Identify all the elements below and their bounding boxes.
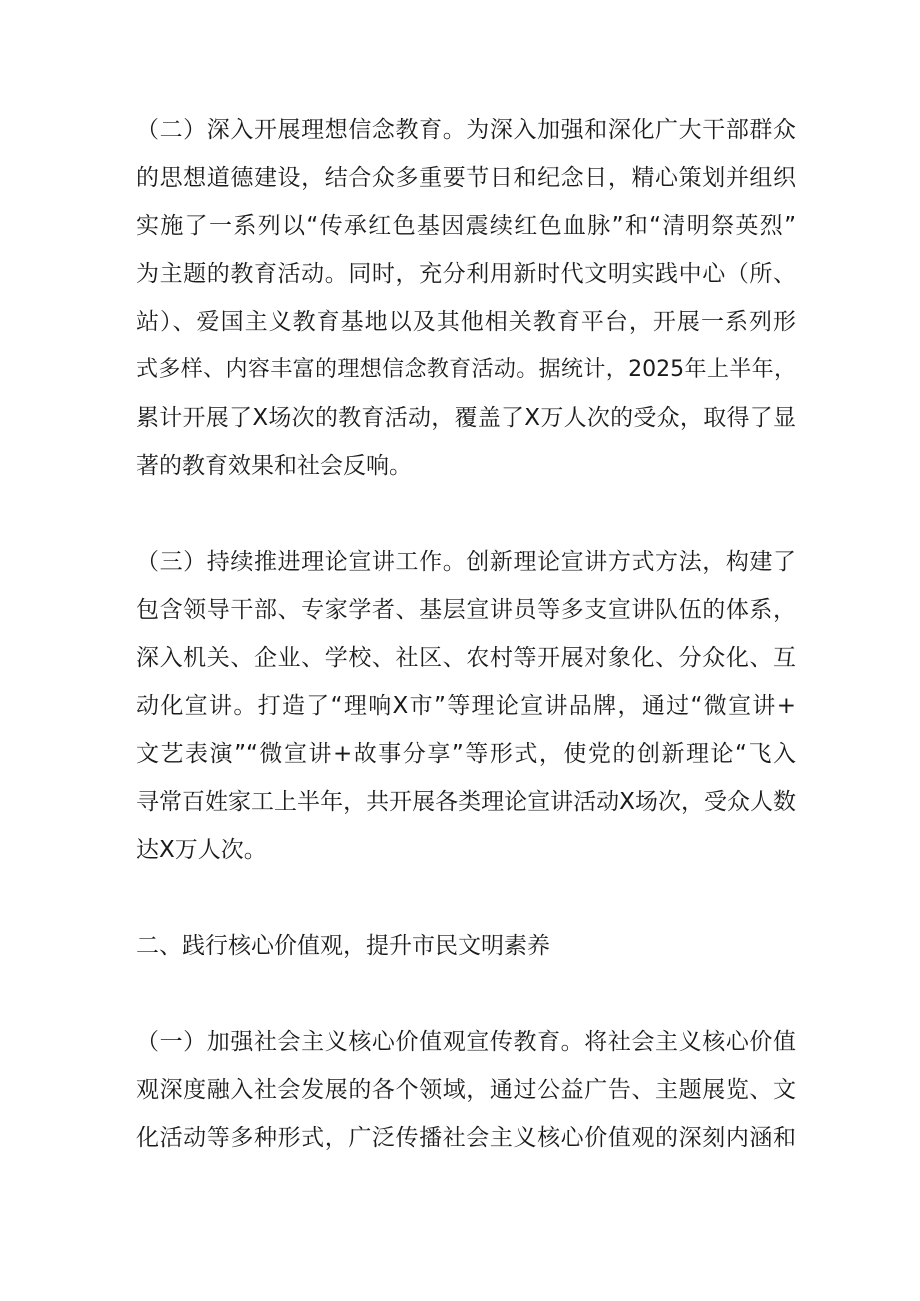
text-line: 站）、爱国主义教育基地以及其他相关教育平台，开展一系列形 (136, 309, 796, 335)
text-line: 累计开展了X场次的教育活动，覆盖了X万人次的受众，取得了显 (136, 405, 796, 431)
text-line: 化活动等多种形式，广泛传播社会主义核心价值观的深刻内涵和 (136, 1125, 796, 1151)
text-line: 观深度融入社会发展的各个领域，通过公益广告、主题展览、文 (136, 1077, 796, 1103)
text-line: 文艺表演”“微宣讲+故事分享”等形式，使党的创新理论“飞入 (136, 741, 796, 767)
text-line: 为主题的教育活动。同时，充分利用新时代文明实践中心（所、 (136, 261, 796, 287)
text-line: （一）加强社会主义核心价值观宣传教育。将社会主义核心价值 (136, 1029, 796, 1055)
text-line: （二）深入开展理想信念教育。为深入加强和深化广大干部群众 (136, 117, 796, 143)
text-line: 寻常百姓家工上半年，共开展各类理论宣讲活动X场次，受众人数 (136, 789, 796, 815)
text-line: 实施了一系列以“传承红色基因震续红色血脉”和“清明祭英烈” (136, 213, 796, 239)
text-line: 动化宣讲。打造了“理响X市”等理论宣讲品牌，通过“微宣讲+ (136, 693, 796, 719)
text-line: 达X万人次。 (136, 837, 267, 863)
heading-line: 二、践行核心价值观，提升市民文明素养 (136, 933, 550, 959)
text-line: 式多样、内容丰富的理想信念教育活动。据统计，2025年上半年， (136, 357, 796, 382)
text-line: 著的教育效果和社会反响。 (136, 453, 412, 479)
text-line: 包含领导干部、专家学者、基层宣讲员等多支宣讲队伍的体系， (136, 597, 796, 623)
text-line: 的思想道德建设，结合众多重要节日和纪念日，精心策划并组织 (136, 165, 796, 191)
text-line: （三）持续推进理论宣讲工作。创新理论宣讲方式方法，构建了 (136, 549, 796, 575)
text-line: 深入机关、企业、学校、社区、农村等开展对象化、分众化、互 (136, 645, 796, 671)
